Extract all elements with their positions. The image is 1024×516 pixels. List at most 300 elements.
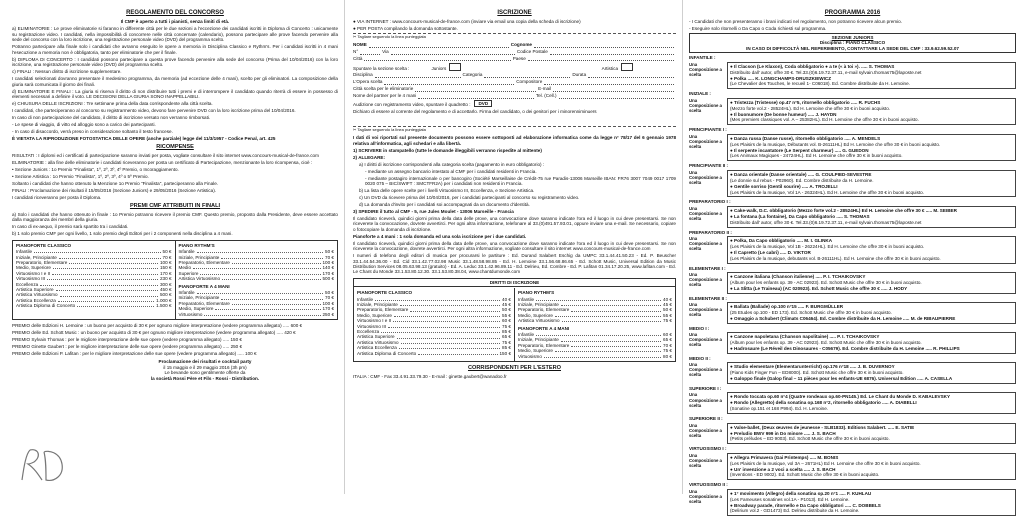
dot-leader — [58, 298, 154, 302]
piece-line: (Le Chevalier des Touches, le recueil 1- C06018). Ed. Combre distribuite da H. Lemoine. — [730, 81, 910, 87]
table-rows — [179, 249, 335, 281]
dot-leader — [418, 351, 497, 355]
closing-line: Le bevande sono gentilmente offerte da — [164, 370, 246, 376]
row-label: Artistica Diploma di Concerto — [16, 303, 76, 309]
paragraph: b) DIPLOMA DI CONCERTO : I candidati possono partecipare a questa prove facendo pervenire alla sede del concorso (Prima del 10/04/2016) con la loro iscrizione, una registrazione personale video (DVD) del programma scelto. — [12, 56, 338, 68]
row-value: 50 € — [502, 307, 511, 313]
level-name: PRINCIPIANTE II : — [689, 163, 729, 169]
dot-leader — [204, 312, 320, 316]
piece-line: ● Rondo (Allegretto) della sonatina op.168 n°2, ritornello obbligatorio ..... A. DIABELLI — [730, 400, 917, 406]
row-label: Artistica Virtuosismo — [357, 339, 399, 345]
regolamento-paragraphs — [12, 26, 338, 141]
row-value: 70 € — [663, 342, 672, 348]
piece-line: ● Hadrosaure (Le Réveil des Dinosaures - C05679). Ed. Combre distribuite da H. Lemoine ..... R. PHILLIPS — [730, 346, 960, 352]
dot-leader — [53, 265, 158, 269]
piece-line: ● Allegra Primavera (Gai Printemps) ..... M. BONIS — [730, 454, 839, 460]
level-item — [689, 453, 1016, 481]
piece-line: ● Valse-ballet, (Deux œuvres de jeunesse - SLB1833). Editions Salabert. ..... E. SATIE — [730, 424, 915, 430]
dot-leader — [561, 302, 661, 306]
row-label: Infantile — [357, 296, 374, 302]
level-name: VIRTUOSISMO II : — [689, 482, 728, 488]
premi-list — [12, 212, 338, 237]
row-value: 85 € — [502, 345, 511, 351]
piece-line: ● Tristezza (Tristesse) op.47 n°5, ritornello obbligatorio ..... R. FUCHS — [730, 99, 881, 105]
closing-line: la società Rossi Père et Fils - Rossi - Distribution. — [150, 375, 260, 381]
composition-choice-label: Una Composizione a scelta — [689, 235, 722, 252]
email-field[interactable] — [553, 87, 674, 92]
level-block — [689, 266, 1016, 294]
paragraph: ● VIA INTERNET : www.concours-musical-de-france.com (inviare via email una copia della scheda di iscrizione) — [353, 19, 581, 25]
level-item — [689, 362, 1016, 384]
row-label: Medio, Superiore — [518, 348, 553, 354]
closing-block — [72, 359, 338, 381]
dot-leader — [232, 301, 321, 305]
row-value: 75 € — [502, 339, 511, 345]
table-row — [179, 312, 335, 317]
row-label: Iniziale, Principiante — [518, 337, 559, 343]
step: d) La domanda d'invito per i candidati soi accompagnati da un documento d'identità. — [359, 201, 530, 207]
dot-leader — [40, 282, 158, 286]
level-item — [689, 170, 1016, 198]
step: a) I diritti di iscrizione corrispondenti alla categoria scelta (pagamento in euro obbligatorio) : — [359, 161, 545, 167]
paragraph: In caso di non partecipazione del candidato, il diritto di iscrizione versato non verranno rimborsati. — [12, 114, 211, 120]
row-value: 45 € — [663, 302, 672, 308]
piece-line: (Piano Kids Finger Fun – ED8000). Ed. Schott Music che offre 30 € in buoni acquisto. — [730, 370, 904, 376]
row-value: 100 € — [322, 259, 334, 265]
iscrizione-title: ISCRIZIONE — [497, 10, 532, 16]
pieces-box — [727, 362, 1016, 384]
level-item — [689, 302, 1016, 324]
citta-field[interactable] — [364, 56, 510, 61]
piece-line: ● Polka, Da Capo obbligatorio ..... M. I. GLINKA — [730, 237, 833, 243]
composition-choice-label: Una Composizione a scelta — [689, 133, 722, 149]
disciplina-field[interactable] — [375, 73, 461, 78]
row-label: Artistica Virtuosismo — [178, 276, 221, 282]
row-label: Eccellenza — [16, 281, 39, 287]
level-block — [689, 55, 1016, 89]
paragraph: PREMIO delle Edizioni H. Lemoine : un buono per acquisto di 30 € per ognuno migliore interpretazione (vedere programma allegato) ..... 600 € — [12, 323, 303, 329]
pieces-box — [727, 272, 1016, 294]
dot-leader — [394, 313, 500, 317]
level-name: PRINCIPIANTE I : — [689, 127, 727, 133]
paragraph: - In caso di disaccordo, verrà preso in considerazione soltanto il testo francese. — [12, 128, 173, 134]
row-label: Medio, Superiore — [518, 312, 553, 318]
categoria-field[interactable] — [484, 73, 570, 78]
citta-scelta-field[interactable] — [415, 87, 536, 92]
row-label: Medio, Superiore — [178, 306, 214, 312]
durata-label: Durata — [572, 72, 587, 78]
paragraph: FINALI : Proclamazione dei risultati il 15/05/2016 (Sezione Juniors) e 29/05/2016 (Sezione Artistica). — [12, 187, 217, 193]
regolamento-title: REGOLAMENTO DEL CONCORSO — [126, 10, 224, 16]
piece-line: ● Danza orientale (Danse orientale) ..... G. COULPIED-SEVESTRE — [730, 171, 872, 177]
pieces-box — [727, 489, 1016, 516]
row-value: 65 € — [663, 337, 672, 343]
artistica-label: Artistica — [601, 65, 618, 71]
dot-leader — [221, 255, 323, 259]
row-label: Preparatorio, Elementare — [518, 307, 570, 313]
paragraph: I candidati selezionati dovranno presentare il medesimo programma, da memoria (ad eccezione delle 4 mani), scelto per gli eliminatori. La composizione della giuria sarà comunicata il giorno dei finali. — [12, 76, 338, 87]
piece-line: ● Il Capretto (Le cabri) ..... D. VIKTOR — [730, 249, 811, 255]
table-row — [518, 354, 672, 359]
row-value: 85 € — [502, 329, 511, 335]
level-name: VIRTUOSISMO I : — [689, 446, 727, 452]
row-value: 60 € — [663, 332, 672, 338]
paragraph: e) CHIUSURA DELLE ISCRIZIONI : Tre settimane prima della data corrispondente alla città scelta. — [12, 100, 213, 106]
row-label: Virtuosismo — [178, 311, 203, 317]
level-item — [689, 98, 1016, 126]
level-name: INIZIALE : — [689, 91, 711, 97]
dot-leader — [399, 345, 500, 349]
opera-field[interactable] — [384, 80, 514, 85]
piece-line: ● La Slitta (Le Traineau) (AC 020923). Ed. Schott Music che offre 30 € ..... J. HODY — [730, 285, 908, 291]
level-name: MEDIO I : — [689, 325, 710, 331]
level-block — [689, 386, 1016, 414]
tel-label: Tel. (Cell.) — [535, 93, 557, 99]
paese-field[interactable] — [528, 56, 674, 61]
piece-line: (Petits préludes – ED 9003). Ed. Schott Music che offre 30 € in buoni acquisto. — [730, 436, 890, 442]
dot-leader — [571, 343, 661, 347]
paragraph: - I Candidati che non presenteranno i brani indicati nel regolamento, non potranno ricevere alcun premio. — [689, 19, 902, 25]
piece-line: (Le donnie sul rebus - P02960). Ed. Combre distribuite da H. Lemoine. — [730, 177, 874, 183]
dot-leader — [388, 324, 500, 328]
partner-field[interactable] — [418, 94, 534, 99]
row-label: Eccellenza — [357, 329, 380, 335]
dichiaro-text: Dichiaro di essere al corrente del regolamento e di accettarlo. Firma del candidato, o dei genitori per i minorenniminuers — [353, 109, 597, 115]
row-label: Preparatorio, Elementare — [357, 307, 409, 313]
step: - mediante un assegno bancario intestato al CMF per i candidati residenti in Francia. — [365, 168, 537, 174]
table-row — [16, 303, 172, 308]
row-label: Infantile — [518, 296, 535, 302]
row-value: 40 € — [663, 296, 672, 302]
paragraph: b) 1 solo premio CMF per ogni livello, 1 solo premio degli Editori per i 2 componenti nella disciplina a 4 mani. — [12, 231, 233, 237]
paragraph: PREMIO delle Edizioni P. Lafitan : per le migliore interpretazione delle sue opere (vedere programma allegato) ..... 100 € — [12, 351, 257, 357]
row-label: Virtuosismo I e II — [16, 270, 51, 276]
level-item — [689, 236, 1016, 264]
disciplina-label: Disciplina — [353, 72, 373, 78]
table-header: PIANO RYTHM'S — [518, 290, 555, 296]
piece-line: Distribuito dall' autor, offre 30 €. Tel.33.(0)6.19.72.37.11, e-mail sylvain.thomas75@laposte.net — [730, 219, 922, 225]
step: Il candidato riceverà, quindici giorni prima della data delle prove, una convocazione dove saranno indicate l'ora ed il luogo in cui deve presentarsi. Se non riceverete la convocazione, dovrete avvertirci. Per ogni altra informazione, telefonare al 33.(0)491.57.93.01, oppure inviare una e-mail. Se necessario, copiare o fotocopiare la domanda di iscrizione. — [353, 215, 676, 232]
piece-line: (25 Etudes op.100 - ED 173). Ed. Schott Music che offre 30 € in buoni acquisto. — [730, 310, 892, 316]
piece-line: ● Cake-walk, D.C. obbligatorio (Mezzo forte vol.2 - 28524HL) Ed H. Lemoine che offre 30 € ..... M. SEIBER — [730, 207, 957, 213]
level-block — [689, 326, 1016, 354]
dot-leader — [52, 271, 158, 275]
dot-leader — [536, 297, 661, 301]
closing-line: il 15 maggio e il 29 maggio 2016 (3h pm) — [163, 364, 247, 370]
piece-line: ● Danza russa (Danse russe), ritornello obbligatorio ..... A. MENDELS — [730, 135, 881, 141]
level-block — [689, 446, 1016, 480]
piece-line: (Album pour les enfants op. 39 - AC 02923). Ed. Schott Music che offre 30 € in buoni acquisto. — [730, 279, 922, 285]
numero-label: N° — [353, 49, 359, 55]
regolamento-subtitle: Il CMF è aperto a tutti i pianisti, senza limiti di età. — [120, 19, 230, 25]
pieces-box — [727, 98, 1016, 126]
dot-leader — [47, 276, 158, 280]
programma-column — [683, 0, 1024, 514]
level-item — [689, 489, 1016, 516]
dot-leader — [410, 307, 500, 311]
paragraph: • Sezione Juniors : 1o Premio "Finalista", 1º, 2º, 3º, 4º Premio, o Incoraggiamento. — [12, 166, 179, 172]
piece-line: ● Un' invenzione a 2 voci a scelta ..... J. S. BACH — [730, 466, 836, 472]
level-name: ELEMENTARE II : — [689, 295, 727, 301]
cap-field[interactable] — [550, 50, 674, 55]
piece-line: ● Rondo toccata op.60 n°4 (Quatre rondeaux op.60-PN145.) Ed. Le Chant du Monde D. KABALEVSKY — [730, 394, 951, 400]
piece-line: Distribuito dall' autor, offre 30 €. Tel.33.(0)6.19.72.37.11, e-mail sylvain.thomas75@laposte.net — [730, 69, 922, 75]
prize-table-classico — [13, 241, 175, 319]
row-label: Iniziale, Principiante — [178, 254, 220, 260]
paragraph: ELIMINATORIE : alla fine delle eliminatorie i candidati riceveranno per posta un certificato di Partecipazione, menzionante la loro ricompensa, cioè : — [12, 159, 313, 165]
dot-leader — [56, 287, 158, 291]
row-value: 65 € — [502, 334, 511, 340]
row-value: 1.500 € — [156, 303, 172, 309]
sezione-label: Spuntare la sezione scelta : — [353, 65, 410, 71]
composition-choice-label: Una Composizione a scelta — [689, 271, 722, 288]
form-row — [353, 42, 676, 47]
row-value: 55 € — [502, 312, 511, 318]
dot-leader — [536, 332, 661, 336]
dot-leader — [34, 249, 160, 253]
level-block — [689, 127, 1016, 161]
level-name: PREPARATORIO I : — [689, 199, 731, 205]
row-label: Iniziale, Principiante — [357, 302, 398, 308]
row-value: 75 € — [663, 348, 672, 354]
regolamento-column — [0, 0, 345, 494]
paragraph: Soltanto i candidati che hanno ottenuto la Menzione 1o Premio "Finalista", parteciperanno alla Finale. — [12, 180, 219, 186]
table-rows — [518, 332, 672, 359]
pieces-box — [727, 170, 1016, 198]
level-name: SUPERIORE I : — [689, 386, 722, 392]
pieces-box — [727, 206, 1016, 228]
piece-line: (Les Plaisirs de la musique, Débutants vol. B-26111HL) Ed H. Lemoine che offre 30 € in buoni acquisto. — [730, 141, 941, 147]
prize-table-rythm — [175, 241, 338, 319]
durata-field[interactable] — [588, 73, 674, 78]
row-value: 50 € — [325, 249, 334, 255]
step: I numeri di telefono degli editori di musica per procurarsi le partiture : Ed. Durand Salabert Eschig da UMPC 33.1.44.41.50.23 - Ed. P. Beuscher 33.1.44.54.36.00 - Ed. Cid 33.1.42.77.02.98 Music 33.1.48.58.98.85 - Ed. H. Lemoine 33.1.56.68.86.65 - Ed. Schott Music, Universal Edition da Music Distribution Services 08.05.63.98.13 (gratuito) - Ed. A. Leduc 33.1.42.96.89.11 - Ed. Delrieu, Ed. Combre - Ed. P. Lafitan 01.34.17.20.25, www.lafitan.com - Ed. Le Chant du Monde 33.1.53.80.12.30. 33.1.53.80.38.04, www.chantdumonde.com — [353, 253, 676, 275]
dot-leader — [222, 276, 320, 280]
row-label: Preparatorio, Elementare — [16, 259, 68, 265]
row-label: Artistica Superiore — [16, 286, 54, 292]
dot-leader — [200, 271, 320, 275]
dot-leader — [59, 255, 161, 259]
dot-leader — [215, 306, 320, 310]
form-row — [353, 72, 676, 77]
fees-rythm — [514, 288, 675, 361]
pieces-box — [727, 423, 1016, 445]
level-name: INFANTILE : — [689, 55, 716, 61]
categoria-label: Categoria — [462, 72, 483, 78]
level-name: PREPARATORIO II : — [689, 229, 732, 235]
dot-leader — [69, 260, 158, 264]
row-label: Virtuosismo I e II — [357, 318, 392, 324]
form-row — [353, 100, 676, 107]
dot-leader — [571, 307, 661, 311]
row-value: 75 € — [502, 323, 511, 329]
level-item — [689, 134, 1016, 162]
table-header: PIANOFORTE A 4 MANI — [518, 325, 570, 331]
row-value: 170 € — [322, 306, 334, 312]
piece-line: (Les Plaisirs de la musique, debutants vol. B-26111HL). Ed H. Lemoine che offre 30 € in buoni acquisto. — [730, 255, 941, 261]
level-block — [689, 356, 1016, 384]
composition-choice-label: Una Composizione a scelta — [689, 169, 722, 185]
contact-note: IN CASO DI DIFFICOLTÀ NEL REPERIMENTO, CONTATTARE LA SEDE DEL CMF : 33.9.62.59.52.07 — [746, 45, 959, 51]
piece-line: (Delirium vol.2 - GD1473) Ed. Delrieu distribuite da H. Lemoine. — [730, 508, 860, 514]
row-value: 1.000 € — [156, 297, 172, 303]
composition-choice-label: Una Composizione a scelta — [689, 362, 722, 378]
pieces-box — [727, 392, 1016, 414]
paragraph: d) ELIMINATORIE E FINALI : La giuria si riserva il diritto di non distribuire tutti i premi e di interrompere il candidato quando riterrà di essere in possesso di elementi necessari a definire il voto. LE DECISIONI DELLA GIURIA SONO INAPPELLABILI. — [12, 88, 338, 99]
row-label: Artistica Eccellenza — [16, 297, 56, 303]
row-label: Preparatorio, Elementare — [178, 259, 230, 265]
composition-choice-label: Una Composizione a scelta — [689, 392, 722, 408]
row-label: Artistica Virtuosismo — [16, 292, 58, 298]
tel-field[interactable] — [559, 94, 675, 99]
email-label: E-mail — [538, 86, 552, 92]
discipline-name: Disciplina : PIANO CLASSICO — [819, 40, 886, 46]
row-value: 250 € — [322, 311, 334, 317]
step: 2) ALLEGARE: — [353, 154, 385, 160]
piece-line: ● Il Clacson (Le Klaxon), Coda obbligatorio ● a te (« à toi »). ..... S. THOMAS — [730, 63, 895, 69]
cmf-monogram-logo — [16, 446, 72, 486]
dot-leader — [401, 340, 501, 344]
piece-line: (Inventions - ED 9002). Ed. Schott Music che offre 30 € in buoni acquisto. — [730, 472, 880, 478]
level-block — [689, 296, 1016, 324]
step: 1) SCRIVERE in stampatello (tutte le domande illeggibili verranno rispedite al mittente) — [353, 147, 542, 153]
form-row — [353, 79, 676, 84]
table-rows — [16, 249, 172, 308]
level-item — [689, 423, 1016, 445]
step: 3) SPEDIRE il tutto al CMF - 5, rue Jules Moulet - 13006 Marseille - Francia — [353, 208, 514, 214]
audizione-label: Audizione con registramento video, spuntare il quadretto : — [353, 102, 471, 108]
artistica-checkbox[interactable] — [621, 63, 633, 71]
dot-leader — [561, 337, 661, 341]
cognome-label: Cognome — [510, 42, 532, 48]
programma-title: PROGRAMMA 2016 — [824, 10, 881, 16]
paragraph: a) Solo i candidati che hanno ottenuto in finale : 1o Premio potranno ricevere il premio CMF. Questo premio, proposto dalla Presidente, deve essere accettato dalla maggioranza dei membri della giuria. — [12, 211, 338, 223]
prize-table — [12, 240, 338, 320]
composition-choice-label: Una Composizione a scelta — [689, 332, 722, 348]
level-block — [689, 163, 1016, 197]
row-label: Artistica Virtuosismo — [518, 318, 560, 324]
cut-line: ✂ Tagliare seguendo la linea punteggiata — [353, 126, 676, 133]
form-row — [353, 63, 676, 71]
paese-label: Paese — [512, 56, 526, 62]
pieces-box — [727, 332, 1016, 354]
form-row — [353, 56, 676, 61]
row-value: 50 € — [162, 249, 172, 255]
row-label: Infantile — [16, 249, 33, 255]
via-field[interactable] — [391, 50, 515, 55]
row-value: 45 € — [502, 302, 511, 308]
nome-field[interactable] — [369, 43, 509, 48]
piece-line: ● La fontana (La fontaine), Da Capo obbligatorio ..... S. THOMAS — [730, 213, 870, 219]
dot-leader — [193, 265, 320, 269]
numero-field[interactable] — [360, 50, 380, 55]
form-row — [353, 49, 676, 54]
level-name: MEDIO II : — [689, 355, 711, 361]
piece-line: (Les Plaisirs de la musique, Vol 1B - 26224HL). Ed H. Lemoine che offre 30 € in buoni acquisto. — [730, 243, 925, 249]
row-value: 80 € — [663, 353, 672, 359]
row-value: 100 € — [160, 259, 172, 265]
row-label: Superiore — [178, 270, 199, 276]
row-value: 230 € — [160, 276, 172, 282]
row-label: Preparatorio, Elementare — [518, 342, 570, 348]
row-value: 100 € — [322, 300, 334, 306]
row-label: Virtuosismo III — [357, 323, 387, 329]
table-row — [357, 351, 511, 356]
piece-line: ● Broadway parade, ritornello e Da Capo obbligatori ..... C. DOBBELS — [730, 502, 881, 508]
level-item — [689, 332, 1016, 354]
level-item — [689, 62, 1016, 90]
row-value: 500 € — [160, 292, 172, 298]
table-header: PIANOFORTE A 4 MANI — [178, 283, 230, 289]
row-label: Artistica Superiore — [357, 334, 395, 340]
paragraph: I candidati, che parteciperanno al concorso su registrarmento video, devono fare pervenire DVD con la loro iscrizione prima del 10/04/2016. — [12, 107, 296, 113]
compositore-field[interactable] — [544, 80, 674, 85]
level-block — [689, 91, 1016, 125]
piece-line: (Mes premiers classiques vol. A – 25382HL). Ed H. Lemoine che offre 30 € in buoni acquisto. — [730, 117, 919, 123]
dot-leader — [555, 313, 661, 317]
piece-line: (Les Fameuses sonatines vol.1A - P1013). Ed H. Lemoine. — [730, 496, 850, 502]
dot-leader — [221, 295, 323, 299]
juniors-checkbox[interactable] — [449, 63, 461, 71]
piece-line: ● 1° movimento (Allegro) della sonatina op.20 n°1 ..... F. KUHLAU — [730, 490, 872, 496]
piece-line: (Sonatine op.151 et 168 P994). Ed. H. Lemoine. — [730, 406, 829, 412]
dot-leader — [562, 318, 662, 322]
corrispondenti-heading: CORRISPONDENTI PER L'ESTERO — [467, 365, 561, 372]
row-value: 70 € — [162, 254, 172, 260]
piece-line: ● Il buonumore (De bonne humeur) ..... J. HAYDN — [730, 111, 837, 117]
row-value: 70 € — [325, 295, 334, 301]
row-label: Virtuosismo III — [16, 276, 46, 282]
table-header: PIANOFORTE CLASSICO — [357, 290, 413, 296]
step: c) Un DVD da ricevere prima del 10/04/2016, per i candidati partecipanti al concorso su registramento video. — [359, 194, 580, 200]
piece-line: ● Canzone napoletana (Chanson napolitaine) ..... P. I. TCHAIKOVSKY — [730, 334, 880, 340]
row-label: Preparatorio, Elementare — [178, 300, 230, 306]
level-item — [689, 206, 1016, 228]
level-block — [689, 230, 1016, 264]
row-label: Artistica Diploma di Concerto — [357, 350, 417, 356]
row-value: 170 € — [322, 270, 334, 276]
level-block — [689, 199, 1016, 227]
dot-leader — [60, 292, 158, 296]
form-row — [353, 93, 676, 98]
paragraph: a) ELIMINATORIE : Le prove eliminatorie si faranno in differente città per le due sezioni a l'eccezione dei candidati iscritti in Diploma di Concerto : unicamente su registrazione video. I candidati, nella impossibilità di concorrere nelle città concernate (calendario), possono partecipare alle prove facendo pervenire alla sede del concorso con la loro iscrizione, una registrazione personale video (DVD) del programma scelto. — [12, 26, 338, 43]
closing-line: Proclamazione dei risultati e cocktail party — [158, 359, 252, 365]
opera-label: L'Opera scelta — [353, 79, 383, 85]
table-header: PIANOFORTE CLASSICO — [16, 242, 72, 248]
piece-line: (Les Animaux Magiques - 24724HL). Ed H. Lemoine che offre 30 € in buoni acquisto. — [730, 153, 903, 159]
composition-choice-label: Una Composizione a scelta — [689, 205, 722, 221]
paragraph: PREMIO Ginette Gaubert : per le migliore interpretazione delle sue opere (vedere programma allegato) ..... 250 € — [12, 344, 243, 350]
pieces-box — [727, 134, 1016, 162]
dot-leader — [381, 329, 500, 333]
row-value: 140 € — [322, 265, 334, 271]
dvd-checkbox[interactable]: DVD — [474, 100, 492, 107]
paragraph: I candidati riceveranno per posta il Diploma. — [12, 194, 102, 200]
registration-form — [353, 42, 676, 124]
row-value: 75 € — [663, 318, 672, 324]
levels-list — [689, 55, 1016, 516]
citta-label: Città — [353, 56, 363, 62]
table-row — [518, 318, 672, 323]
instructions — [353, 148, 676, 275]
piece-line: ● Preludio BWV 999 in Do minore ..... J. S. BACH — [730, 430, 836, 436]
citta-scelta-label: Città scelta per le eliminatorie — [353, 86, 414, 92]
composition-choice-label: Una Composizione a scelta — [689, 422, 722, 438]
piece-line: ● Ballata (Ballade) op.100 n°15 ..... F. BURGMÜLLER — [730, 304, 844, 310]
cognome-field[interactable] — [534, 43, 674, 48]
pieces-box — [727, 62, 1016, 90]
paragraph: PREMIO delle Ed. Schott Music : un buono per acquisto di 30 € per ognuno migliore interpretazione (vedere programma allegato) ..... 420 € — [12, 330, 296, 336]
